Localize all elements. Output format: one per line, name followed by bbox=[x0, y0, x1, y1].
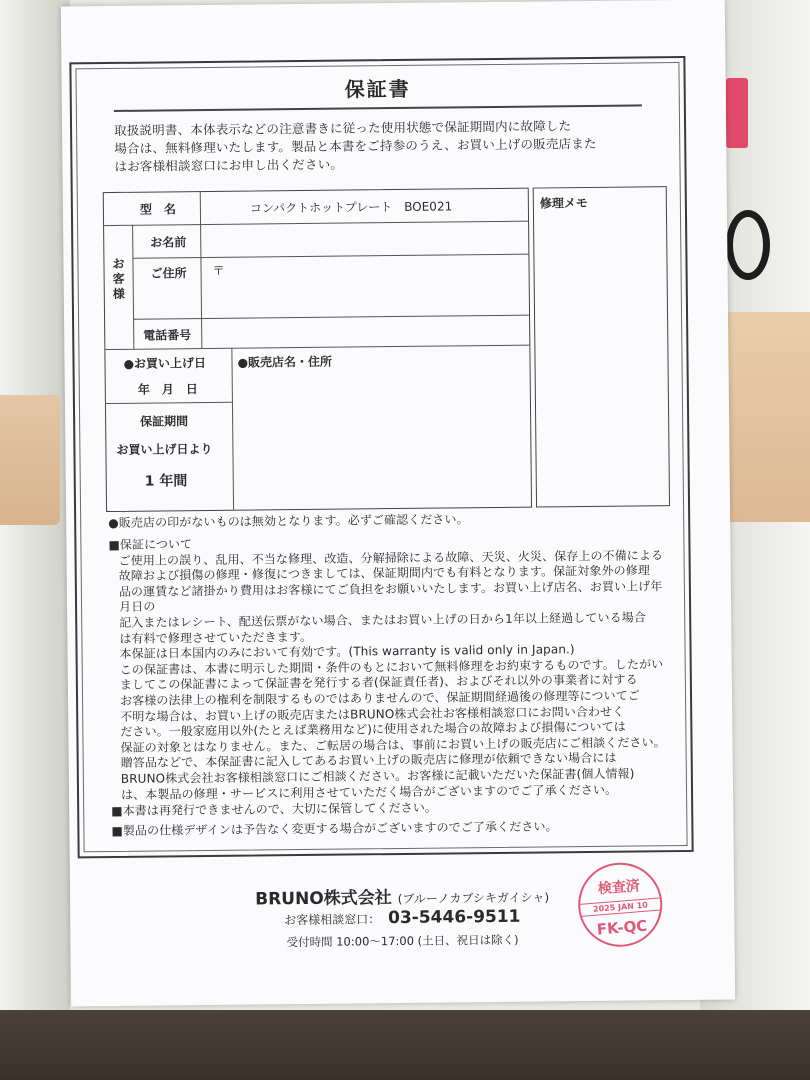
repair-memo-label: 修理メモ bbox=[539, 195, 588, 211]
warranty-form-table bbox=[103, 188, 532, 512]
purchase-date-format: 年 月 日 bbox=[137, 382, 198, 397]
warranty-frame bbox=[69, 56, 693, 858]
model-label: 型 名 bbox=[139, 202, 177, 217]
stamp-code-text: FK-QC bbox=[596, 916, 648, 939]
model-value: コンパクトホットプレート BOE021 bbox=[249, 199, 453, 216]
store-field[interactable] bbox=[236, 369, 527, 506]
warranty-duration: 1 年間 bbox=[144, 473, 188, 490]
background-foam-left bbox=[0, 0, 70, 1080]
name-field[interactable] bbox=[204, 225, 524, 254]
warranty-period-label: 保証期間 bbox=[140, 414, 189, 429]
background-red-tab bbox=[726, 78, 748, 148]
company-name: BRUNO株式会社 (ブルーノカブシキガイシャ) bbox=[255, 888, 550, 910]
reissue-note: ■本書は再発行できませんので、大切に保管してください。 bbox=[111, 800, 438, 819]
contact-number: 03-5446-9511 bbox=[387, 906, 521, 929]
contact-label: お客様相談窓口： bbox=[284, 912, 381, 928]
customer-vertical-label: お 客 様 bbox=[112, 256, 125, 301]
stamp-top-text: 検査済 bbox=[597, 878, 641, 898]
warranty-terms: ■保証について ご使用上の誤り、乱用、不当な修理、改造、分解掃除による故障、天災、火災、保存上の不備による 故障および損傷の修理・修復につきましては、保証期間内でも有料となります。保証対象外の修理 品の運賃など諸掛かり費用はお客様にてご負担をお願いいたします。お買い上げ店名、お買い上げ年月日の 記入またはレシート、配送伝票がない場合、またはお買い上げの日から1年以上経過している場合 は有料で修理させていただきます。 本保証は日本国内のみにおいて有効です。(This warranty is valid only in Japan.) この保証書は、本書に明示した期間・条件のもとにおいて無料修理をお約束するものです。したがい ましてこの保証書によって保証書を発行する者(保証責任者)、およびそれ以外の事業者に対する お客様の法律上の権利を制限するものではありませんので、保証期間経過後の修理等についてご 不明な場合は、お買い上げの販売店またはBRUNO株式会社お客様相談窓口にお問い合わせく ださい。一般家庭用以外(たとえば業務用など)に使用された場合の故障および損傷については 保証の対象とはなりません。また、ご転居の場合は、事前にお買い上げの販売店にご相談ください。 贈答品などで、本保証書に記入してあるお買い上げの販売店に修理が依頼できない場合には BRUNO株式会社お客様相談窓口にご相談ください。お客様に記載いただいた保証書(個人情報) は、本製品の修理・サービスに利用させていただく場合がございますのでご了承ください。 bbox=[108, 532, 671, 803]
purchase-date-label: ●お買い上げ日 bbox=[123, 356, 207, 371]
phone-label: 電話番号 bbox=[143, 328, 192, 343]
address-label: ご住所 bbox=[150, 266, 187, 281]
stamp-note: ●販売店の印がないものは無効となります。必ずご確認ください。 bbox=[108, 512, 469, 531]
background-wooden-handle-left bbox=[0, 395, 60, 525]
spec-note: ■製品の仕様デザインは予告なく変更する場合がございますのでご了承ください。 bbox=[111, 819, 558, 839]
warranty-heading: ■保証について bbox=[108, 537, 193, 553]
store-label: ●販売店名・住所 bbox=[237, 354, 333, 370]
name-label: お名前 bbox=[150, 235, 187, 250]
background-power-cord bbox=[726, 210, 770, 280]
address-prefix: 〒 bbox=[212, 263, 225, 278]
background-box-bottom bbox=[0, 1010, 810, 1080]
warranty-card bbox=[61, 0, 735, 1006]
intro-text: 取扱説明書、本体表示などの注意書きに従った使用状態で保証期間内に故障した 場合は、無料修理いたします。製品と本書をご持参のうえ、お買い上げの販売店また はお客様相談窓口にお申し出ください。 bbox=[114, 118, 597, 174]
stamp-date-text: 2025 JAN 10 bbox=[580, 897, 661, 916]
warranty-from-label: お買い上げ日より bbox=[116, 441, 213, 457]
phone-field[interactable] bbox=[205, 318, 525, 345]
warranty-title: 保証書 bbox=[344, 76, 411, 102]
repair-memo-box bbox=[533, 186, 670, 507]
company-kana: (ブルーノカブシキガイシャ) bbox=[397, 890, 550, 907]
address-field[interactable] bbox=[204, 257, 525, 316]
business-hours: 受付時間 10:00～17:00 (土日、祝日は除く) bbox=[286, 932, 519, 950]
